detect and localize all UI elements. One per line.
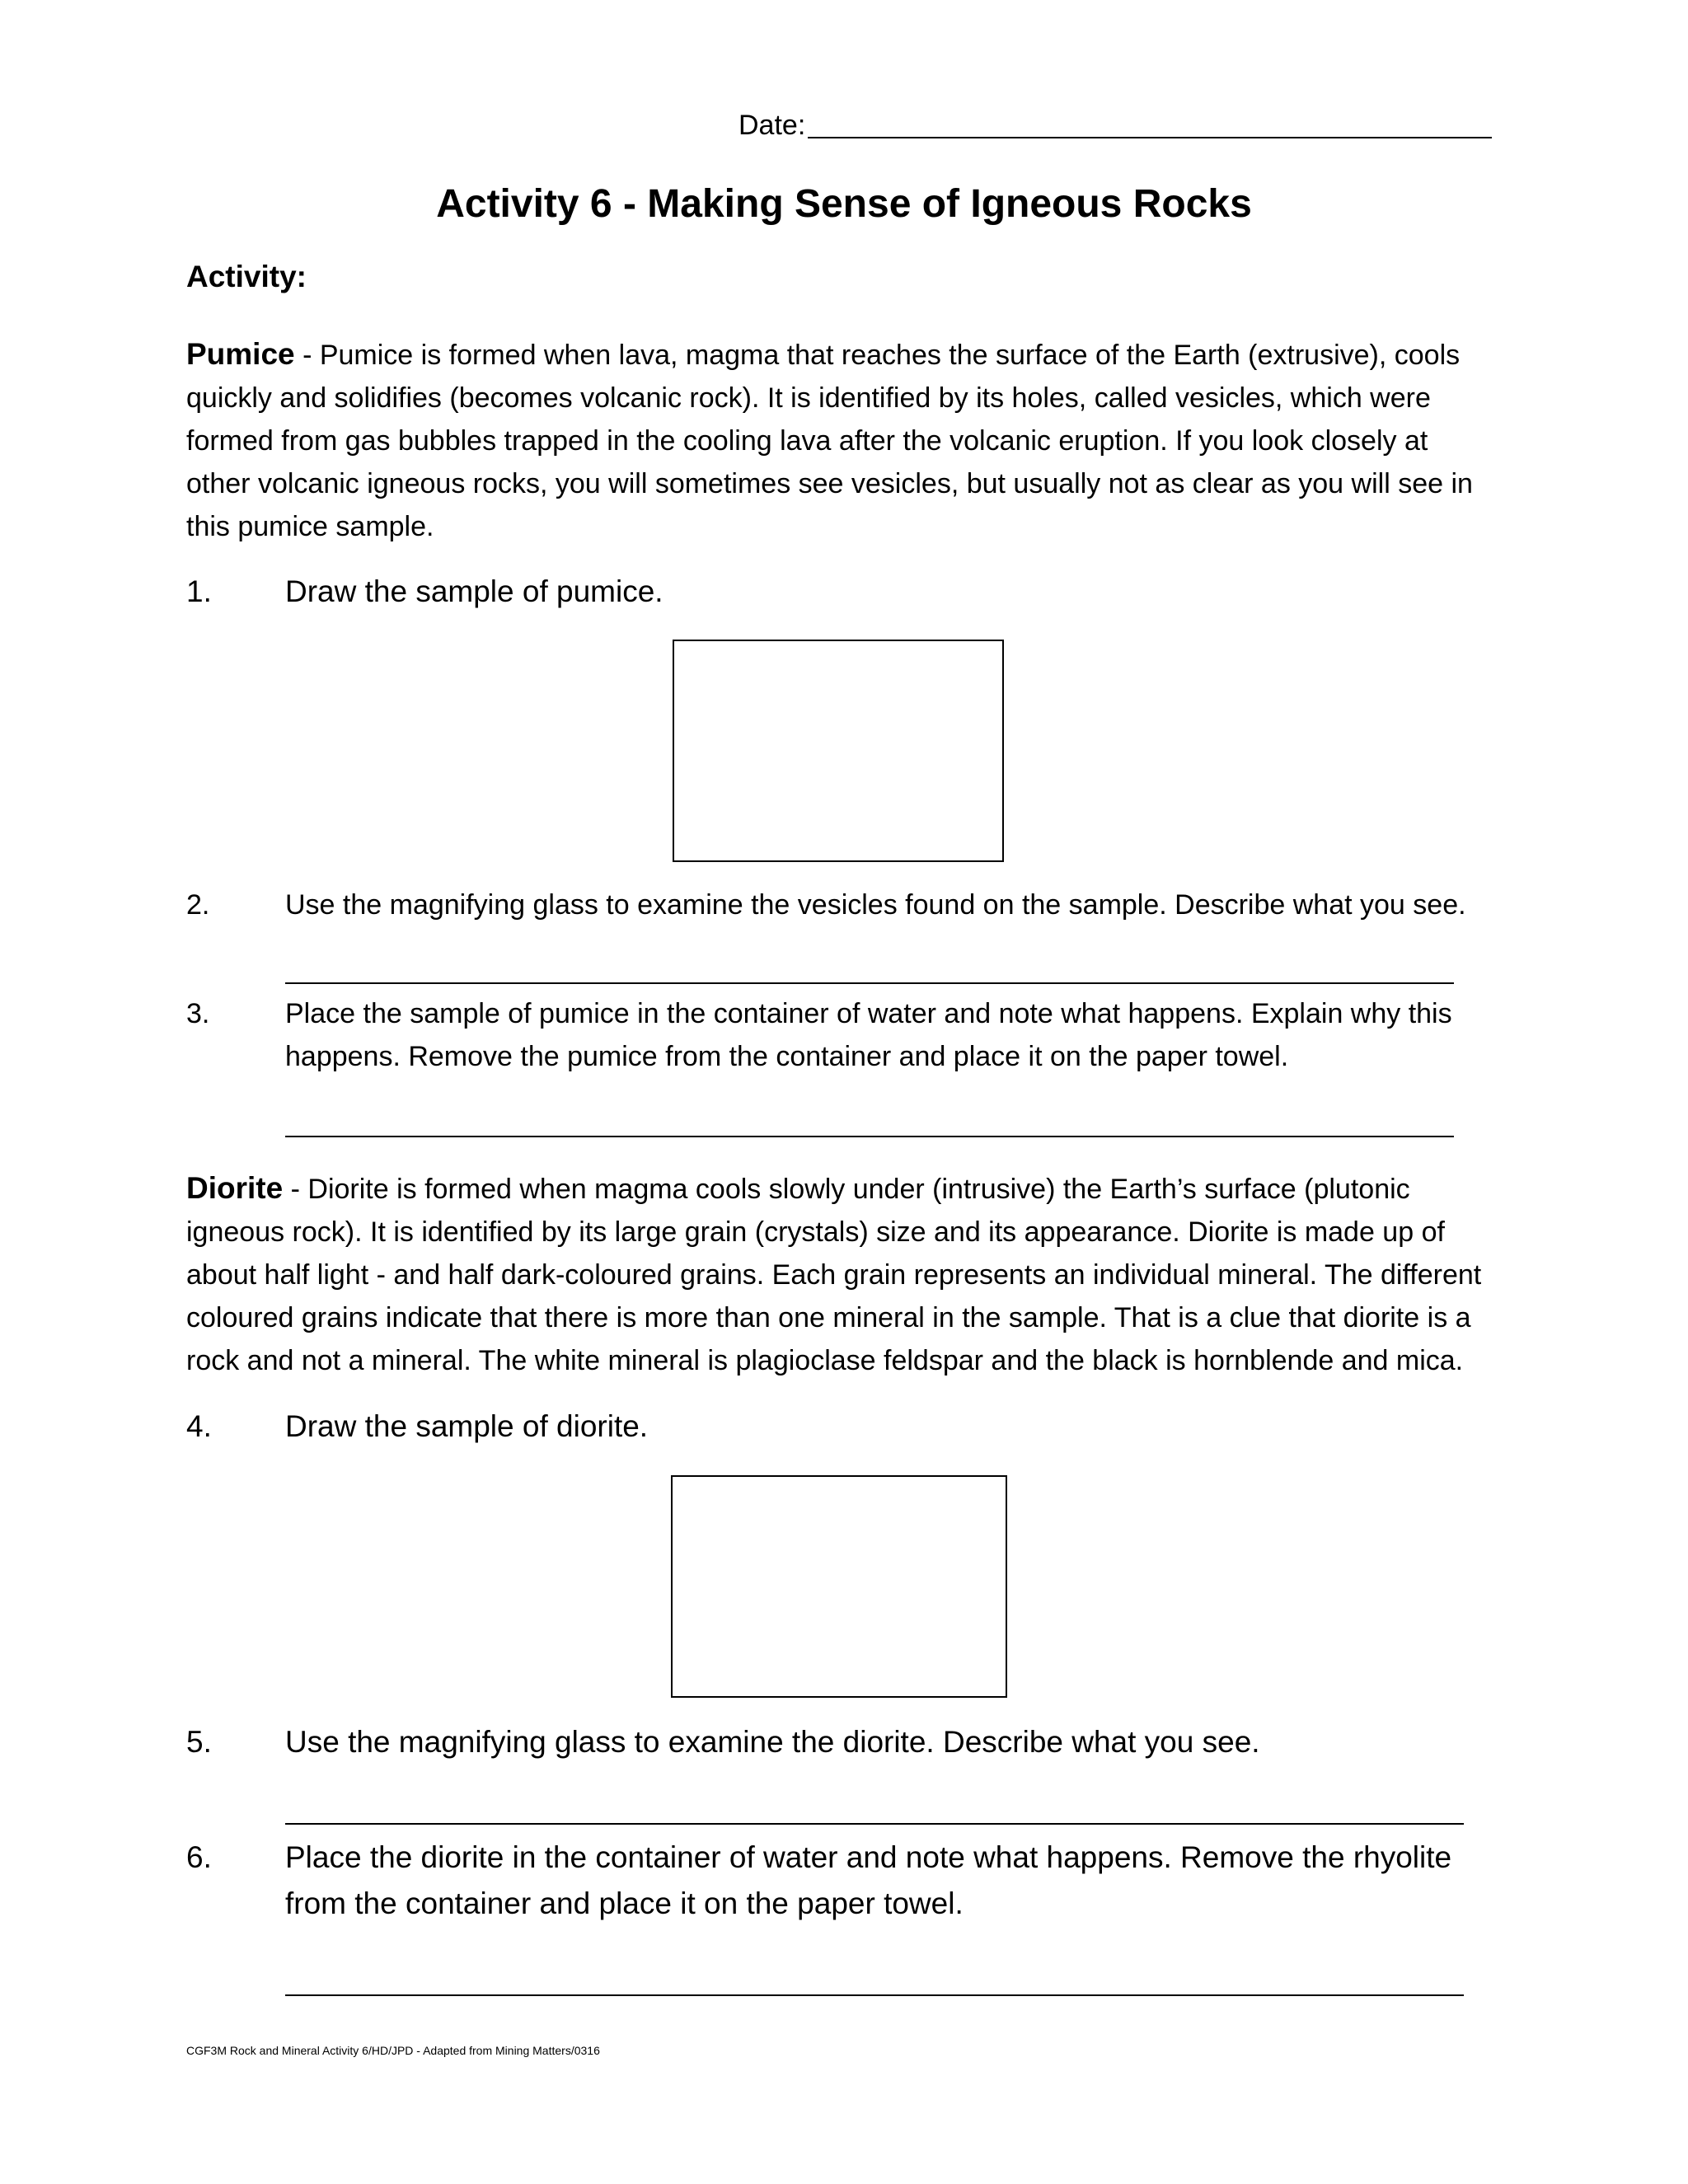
- diorite-drawing-box[interactable]: [671, 1475, 1007, 1698]
- answer-line[interactable]: [285, 982, 1454, 984]
- activity-heading: Activity:: [186, 260, 307, 293]
- pumice-line: this pumice sample.: [186, 511, 434, 542]
- pumice-paragraph: [186, 333, 1522, 548]
- page-title: Activity 6 - Making Sense of Igneous Rocks: [436, 182, 1252, 226]
- pumice-line: [186, 333, 1522, 377]
- pumice-text: - Pumice is formed when lava, magma that reaches the surface of the Earth (extrusive), cools: [294, 340, 1461, 371]
- question-text: Place the sample of pumice in the container of water and note what happens. Explain why this: [285, 998, 1452, 1029]
- diorite-paragraph: [186, 1167, 1522, 1382]
- question-text: happens. Remove the pumice from the container and place it on the paper towel.: [285, 1041, 1289, 1072]
- diorite-line: rock and not a mineral. The white mineral is plagioclase feldspar and the black is hornblende and mica.: [186, 1345, 1464, 1376]
- question-number: 6.: [186, 1840, 212, 1874]
- question-number: 3.: [186, 998, 210, 1029]
- question-text: Draw the sample of diorite.: [285, 1409, 649, 1443]
- date-label: Date:: [738, 110, 806, 141]
- answer-line[interactable]: [285, 1823, 1464, 1825]
- answer-line[interactable]: [285, 1136, 1454, 1137]
- pumice-line: formed from gas bubbles trapped in the cooling lava after the volcanic eruption. If you look closely at: [186, 425, 1428, 457]
- diorite-line: about half light - and half dark-coloured grains. Each grain represents an individual mineral. The different: [186, 1259, 1482, 1291]
- question-number: 5.: [186, 1725, 212, 1759]
- pumice-term: Pumice: [186, 337, 295, 371]
- diorite-line: [186, 1167, 1522, 1211]
- question-number: 4.: [186, 1409, 212, 1443]
- date-field[interactable]: [808, 137, 1492, 138]
- question-text: Draw the sample of pumice.: [285, 574, 663, 608]
- question-text: Use the magnifying glass to examine the diorite. Describe what you see.: [285, 1725, 1260, 1759]
- diorite-line: igneous rock). It is identified by its large grain (crystals) size and its appearance. Diorite is made up of: [186, 1216, 1445, 1248]
- question-number: 1.: [186, 574, 212, 608]
- question-text: Place the diorite in the container of water and note what happens. Remove the rhyolite: [285, 1840, 1452, 1874]
- footer-note: CGF3M Rock and Mineral Activity 6/HD/JPD - Adapted from Mining Matters/0316: [186, 2044, 600, 2057]
- pumice-line: quickly and solidifies (becomes volcanic rock). It is identified by its holes, called vesicles, which were: [186, 382, 1431, 414]
- question-text: Use the magnifying glass to examine the vesicles found on the sample. Describe what you see.: [285, 889, 1466, 921]
- diorite-line: coloured grains indicate that there is more than one mineral in the sample. That is a clue that diorite is a: [186, 1302, 1471, 1333]
- answer-line[interactable]: [285, 1994, 1464, 1996]
- question-number: 2.: [186, 889, 210, 921]
- pumice-line: other volcanic igneous rocks, you will sometimes see vesicles, but usually not as clear as you will see in: [186, 468, 1473, 499]
- pumice-drawing-box[interactable]: [673, 640, 1004, 862]
- diorite-text: - Diorite is formed when magma cools slowly under (intrusive) the Earth’s surface (plutonic: [283, 1174, 1410, 1205]
- question-text: from the container and place it on the paper towel.: [285, 1886, 964, 1920]
- diorite-term: Diorite: [186, 1171, 284, 1205]
